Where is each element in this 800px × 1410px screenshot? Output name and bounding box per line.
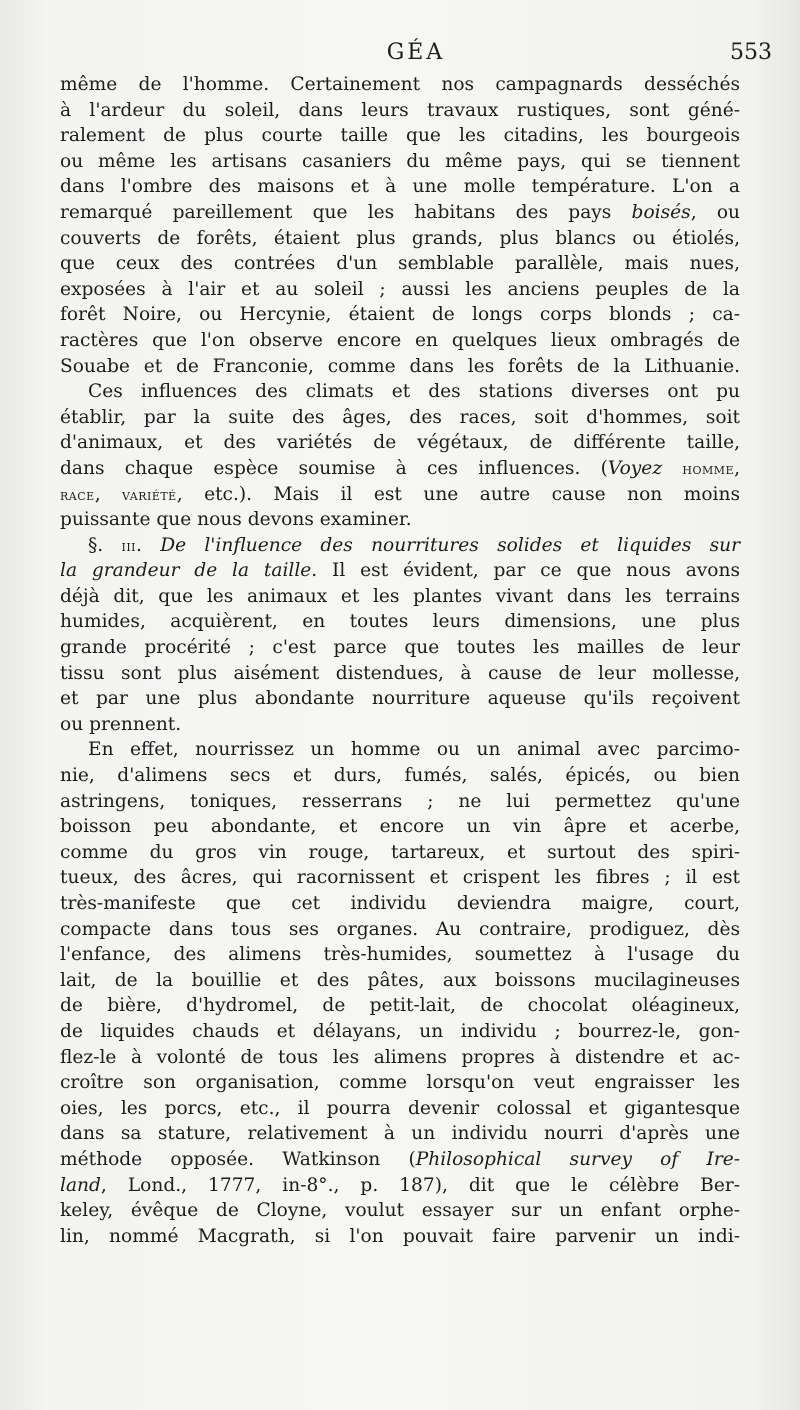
text-segment: En effet, nourrissez un homme ou un animal avec parcimo-: [88, 739, 740, 761]
text-segment: ralement de plus courte taille que les citadins, les bourgeois: [60, 125, 740, 147]
text-segment: l'enfance, des alimens très-humides, soumettez à l'usage du: [60, 944, 740, 966]
text-segment: remarqué pareillement que les habitans des pays: [60, 201, 632, 223]
text-segment: flez-le à volonté de tous les alimens propres à distendre et ac-: [60, 1046, 740, 1068]
text-segment: keley, évêque de Cloyne, voulut essayer sur un enfant orphe-: [60, 1200, 740, 1222]
text-line: [60, 174, 740, 200]
text-segment: d'animaux, et des variétés de végétaux, de différente taille,: [60, 432, 740, 454]
text-segment: compacte dans tous ses organes. Au contraire, prodiguez, dès: [60, 918, 740, 940]
text-segment: astringens, toniques, resserrans ; ne lui permettez qu'une: [60, 790, 740, 812]
text-line: [60, 72, 740, 98]
text-line: [60, 405, 740, 431]
text-segment: ,: [734, 457, 740, 479]
text-segment: de bière, d'hydromel, de petit-lait, de chocolat oléagineux,: [60, 995, 740, 1017]
text-line: [60, 456, 740, 482]
text-line: [60, 226, 740, 252]
text-line: [60, 251, 740, 277]
text-line: [60, 1147, 740, 1173]
text-line: [60, 1070, 740, 1096]
text-line: [60, 865, 740, 891]
text-segment: tissu sont plus aisément distendues, à cause de leur mollesse,: [60, 662, 740, 684]
text-segment: dans chaque espèce soumise à ces influences. (: [60, 457, 608, 479]
text-segment: même de l'homme. Certainement nos campagnards desséchés: [60, 74, 740, 95]
text-segment: à l'ardeur du soleil, dans leurs travaux rustiques, sont géné-: [60, 99, 740, 121]
text-segment: ou prennent.: [60, 713, 182, 735]
text-line: [60, 328, 740, 354]
text-line: [60, 558, 740, 584]
text-segment: méthode opposée. Watkinson (: [60, 1148, 416, 1170]
text-segment: nie, d'alimens secs et durs, fumés, salés, épicés, ou bien: [60, 765, 740, 787]
text-line: [60, 661, 740, 687]
small-caps-text: race: [60, 484, 95, 504]
text-line: [60, 763, 740, 789]
text-line: [60, 686, 740, 712]
text-line: [60, 1173, 740, 1199]
text-line: [60, 993, 740, 1019]
text-segment: , Lond., 1777, in-8°., p. 187), dit que le célèbre Ber-: [100, 1174, 740, 1196]
text-segment: exposées à l'air et au soleil ; aussi les anciens peuples de la: [60, 278, 740, 300]
text-line: [60, 917, 740, 943]
text-segment: lin, nommé Macgrath, si l'on pouvait faire parvenir un indi-: [60, 1225, 740, 1247]
text-segment: comme du gros vin rouge, tartareux, et surtout des spiri-: [60, 841, 740, 863]
text-line: [60, 1045, 740, 1071]
italic-text: De l'influence des nourritures solides et liquides sur: [160, 534, 740, 556]
text-segment: , etc.). Mais il est une autre cause non moins: [176, 483, 740, 505]
text-line: [60, 379, 740, 405]
text-segment: humides, acquièrent, en toutes leurs dimensions, une plus: [60, 611, 740, 633]
text-line: [60, 584, 740, 610]
italic-text: la grandeur de la taille.: [60, 560, 318, 582]
text-segment: §.: [88, 534, 122, 556]
text-line: [60, 737, 740, 763]
text-line: [60, 1096, 740, 1122]
text-line: [60, 814, 740, 840]
text-segment: puissante que nous devons examiner.: [60, 509, 412, 531]
text-line: [60, 1121, 740, 1147]
text-segment: ou même les artisans casaniers du même pays, qui se tiennent: [60, 150, 740, 172]
italic-text: Philosophical survey of Ire-: [415, 1148, 741, 1170]
text-line: [60, 354, 740, 380]
text-segment: croître son organisation, comme lorsqu'on veut engraisser les: [60, 1072, 740, 1094]
text-segment: Ces influences des climats et des stations diverses ont pu: [88, 381, 740, 403]
text-segment: lait, de la bouillie et des pâtes, aux boissons mucilagineuses: [60, 969, 740, 991]
text-segment: Il est évident, par ce que nous avons: [317, 560, 740, 582]
text-line: [60, 149, 740, 175]
small-caps-text: homme: [682, 458, 735, 478]
text-segment: ractères que l'on observe encore en quelques lieux ombragés de: [60, 329, 740, 351]
text-line: [60, 1198, 740, 1224]
text-line: [60, 123, 740, 149]
text-line: [60, 1019, 740, 1045]
page-number: 553: [730, 40, 772, 65]
body-text: [60, 72, 740, 1249]
running-title: GÉA: [386, 40, 446, 65]
text-line: [60, 891, 740, 917]
italic-text: land: [60, 1174, 101, 1196]
text-segment: oies, les porcs, etc., il pourra devenir colossal et gigantesque: [60, 1097, 740, 1119]
text-segment: et par une plus abondante nourriture aqueuse qu'ils reçoivent: [60, 688, 740, 710]
italic-text: Voyez: [607, 457, 663, 479]
text-segment: , ou: [690, 201, 740, 223]
text-line: [60, 482, 740, 508]
running-head: [60, 36, 772, 70]
text-line: [60, 942, 740, 968]
text-line: [60, 430, 740, 456]
italic-text: boisés: [631, 201, 691, 223]
text-line: [60, 635, 740, 661]
text-segment: de liquides chauds et délayans, un individu ; bourrez-le, gon-: [60, 1020, 740, 1042]
text-segment: ,: [94, 483, 123, 505]
small-caps-text: variété: [122, 484, 177, 504]
text-segment: .: [136, 534, 161, 556]
text-line: [60, 507, 740, 533]
text-line: [60, 277, 740, 303]
text-line: [60, 609, 740, 635]
text-segment: [662, 458, 682, 479]
text-segment: très-manifeste que cet individu deviendra maigre, court,: [60, 893, 740, 914]
text-segment: établir, par la suite des âges, des races, soit d'hommes, soit: [60, 406, 740, 428]
text-segment: tueux, des âcres, qui racornissent et crispent les fibres ; il est: [60, 867, 740, 889]
text-line: [60, 200, 740, 226]
text-segment: déjà dit, que les animaux et les plantes vivant dans les terrains: [60, 585, 740, 607]
text-line: [60, 302, 740, 328]
text-segment: grande procérité ; c'est parce que toutes les mailles de leur: [60, 637, 740, 659]
text-line: [60, 533, 740, 559]
text-line: [60, 98, 740, 124]
text-segment: Souabe et de Franconie, comme dans les forêts de la Lithuanie.: [60, 355, 740, 377]
small-caps-text: iii: [121, 535, 137, 555]
text-segment: que ceux des contrées d'un semblable parallèle, mais nues,: [60, 253, 740, 275]
text-segment: dans l'ombre des maisons et à une molle température. L'on a: [60, 176, 740, 198]
text-line: [60, 712, 740, 738]
text-line: [60, 968, 740, 994]
text-segment: forêt Noire, ou Hercynie, étaient de longs corps blonds ; ca-: [60, 304, 740, 326]
text-segment: dans sa stature, relativement à un individu nourri d'après une: [60, 1123, 740, 1145]
text-segment: couverts de forêts, étaient plus grands, plus blancs ou étiolés,: [60, 227, 740, 249]
text-line: [60, 789, 740, 815]
text-line: [60, 1224, 740, 1250]
text-line: [60, 840, 740, 866]
text-segment: boisson peu abondante, et encore un vin âpre et acerbe,: [60, 816, 740, 838]
